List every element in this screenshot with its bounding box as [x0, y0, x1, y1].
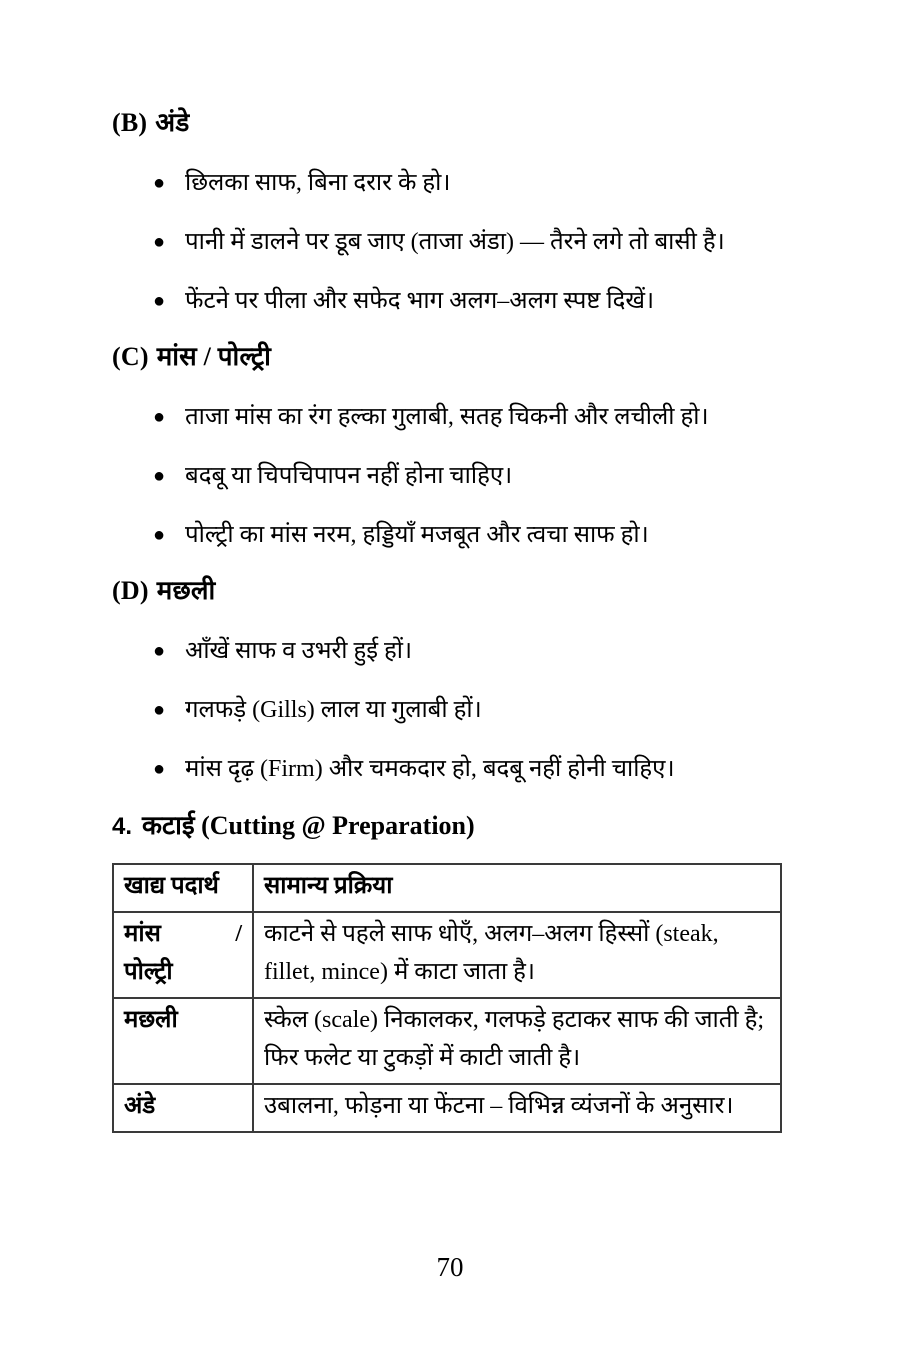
bullet-icon: ● [153, 231, 166, 253]
column-header-process: सामान्य प्रक्रिया [253, 864, 781, 912]
bullet-text: गलफड़े (Gills) लाल या गुलाबी हों। [185, 697, 482, 723]
list-item [153, 282, 780, 320]
list-item [153, 516, 780, 554]
page-content [112, 0, 780, 1133]
list-item [153, 398, 780, 436]
bullet-icon: ● [153, 172, 166, 194]
section-heading-c [112, 337, 780, 377]
bullet-text: फेंटने पर पीला और सफेद भाग अलग–अलग स्पष्ट दिखें। [185, 288, 655, 314]
section-number: 4. [112, 813, 133, 840]
section-label: (B) [112, 108, 148, 137]
section-label: (D) [112, 576, 149, 605]
section-heading-d [112, 571, 780, 611]
bullet-text: पानी में डालने पर डूब जाए (ताजा अंडा) — तैरने लगे तो बासी है। [185, 229, 725, 255]
section-title: कटाई (Cutting @ Preparation) [142, 811, 475, 840]
bullet-text: बदबू या चिपचिपापन नहीं होना चाहिए। [185, 463, 513, 489]
section-heading-cutting [112, 806, 780, 847]
table-row [113, 1084, 781, 1132]
page-number: 70 [436, 1252, 464, 1282]
bullet-text: मांस दृढ़ (Firm) और चमकदार हो, बदबू नहीं होनी चाहिए। [185, 756, 675, 782]
section-title: मांस / पोल्ट्री [156, 342, 272, 371]
section-heading-b [112, 103, 780, 143]
food-cell [113, 912, 253, 998]
list-item [153, 632, 780, 670]
section-title: मछली [156, 576, 216, 605]
column-header-food: खाद्य पदार्थ [113, 864, 253, 912]
cutting-preparation-table [112, 863, 782, 1133]
section-label: (C) [112, 342, 149, 371]
food-name [124, 915, 242, 953]
bullet-icon: ● [153, 524, 166, 546]
bullet-icon: ● [153, 406, 166, 428]
process-cell: उबालना, फोड़ना या फेंटना – विभिन्न व्यंजनों के अनुसार। [253, 1084, 781, 1132]
food-cell: अंडे [113, 1084, 253, 1132]
list-item [153, 164, 780, 202]
food-name-part: पोल्ट्री [124, 959, 173, 985]
process-cell: काटने से पहले साफ धोएँ, अलग–अलग हिस्सों (steak, fillet, mince) में काटा जाता है। [253, 912, 781, 998]
food-name-part: मांस [124, 921, 161, 947]
bullet-text: पोल्ट्री का मांस नरम, हड्डियाँ मजबूत और त्वचा साफ हो। [185, 522, 649, 548]
food-cell: मछली [113, 998, 253, 1084]
list-item [153, 223, 780, 261]
bullet-icon: ● [153, 290, 166, 312]
process-cell: स्केल (scale) निकालकर, गलफड़े हटाकर साफ की जाती है; फिर फलेट या टुकड़ों में काटी जाती है। [253, 998, 781, 1084]
bullet-icon: ● [153, 640, 166, 662]
section-title: अंडे [155, 108, 190, 137]
table-row [113, 998, 781, 1084]
table-header-row [113, 864, 781, 912]
bullet-icon: ● [153, 699, 166, 721]
list-item [153, 750, 780, 788]
list-item [153, 691, 780, 729]
bullet-text: ताजा मांस का रंग हल्का गुलाबी, सतह चिकनी और लचीली हो। [185, 404, 709, 430]
list-item [153, 457, 780, 495]
bullet-text: छिलका साफ, बिना दरार के हो। [185, 170, 451, 196]
bullet-icon: ● [153, 465, 166, 487]
bullet-icon: ● [153, 758, 166, 780]
food-name-part: / [235, 921, 242, 947]
bullet-text: आँखें साफ व उभरी हुई हों। [185, 638, 413, 664]
table-row [113, 912, 781, 998]
